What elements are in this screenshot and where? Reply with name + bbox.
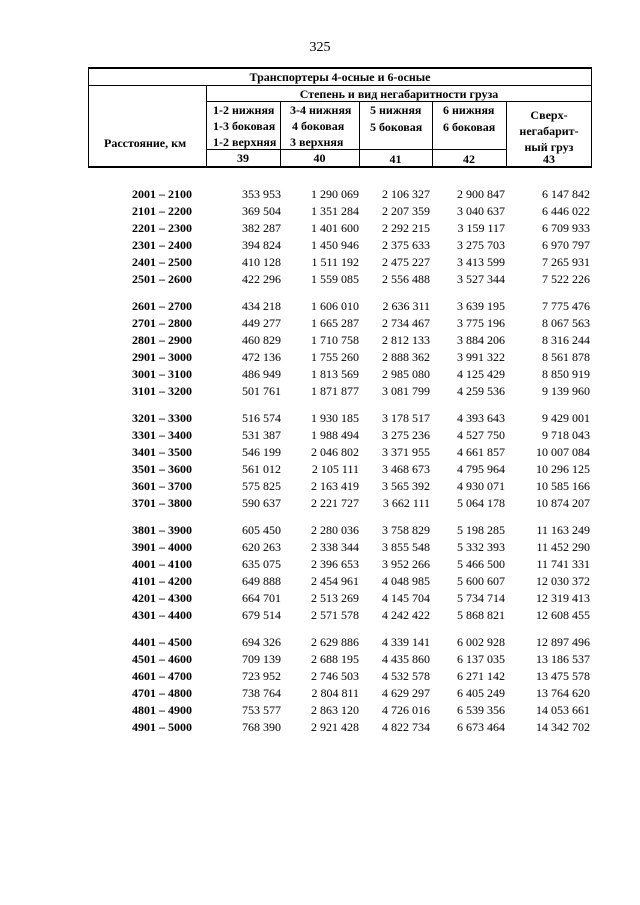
col39-cell: 664 701 [242, 591, 281, 605]
col41-cell: 3 662 111 [382, 496, 430, 510]
col-number-40: 40 [313, 151, 326, 165]
col43-cell: 10 874 207 [536, 496, 590, 510]
col42-cell: 6 002 928 [457, 635, 505, 649]
col42-cell: 6 137 035 [457, 652, 505, 666]
col41-cell: 3 758 829 [382, 523, 430, 537]
distance-cell: 4101 – 4200 [132, 574, 192, 588]
col40-cell: 2 454 961 [311, 574, 359, 588]
table-row [0, 366, 640, 383]
table-row [0, 590, 640, 607]
col43-cell: 7 265 931 [542, 255, 590, 269]
col40-cell: 1 401 600 [311, 221, 359, 235]
col41-cell: 2 985 080 [382, 367, 430, 381]
distance-cell: 4701 – 4800 [132, 686, 192, 700]
col43-cell: 11 452 290 [536, 540, 590, 554]
col40-cell: 1 450 946 [311, 238, 359, 252]
col42-cell: 4 259 536 [457, 384, 505, 398]
distance-cell: 4001 – 4100 [132, 557, 192, 571]
col41-cell: 4 145 704 [382, 591, 430, 605]
col40-cell: 2 221 727 [311, 496, 359, 510]
col41-line2: 5 боковая [370, 120, 423, 134]
col39-cell: 575 825 [242, 479, 281, 493]
col42-cell: 3 040 637 [457, 204, 505, 218]
col39-line3: 1-2 верхняя [213, 135, 277, 149]
table-row [0, 668, 640, 685]
col42-cell: 3 639 195 [457, 299, 505, 313]
distance-cell: 3401 – 3500 [132, 445, 192, 459]
table-row [0, 702, 640, 719]
col39-cell: 353 953 [242, 187, 281, 201]
col39-cell: 738 764 [242, 686, 281, 700]
col43-cell: 13 475 578 [536, 669, 590, 683]
col42-cell: 4 795 964 [457, 462, 505, 476]
col40-cell: 2 513 269 [311, 591, 359, 605]
col40-cell: 2 396 653 [311, 557, 359, 571]
col42-cell: 3 527 344 [457, 272, 505, 286]
col40-cell: 2 804 811 [311, 686, 359, 700]
col43-cell: 6 709 933 [542, 221, 590, 235]
col39-cell: 620 263 [242, 540, 281, 554]
col42-cell: 4 661 857 [457, 445, 505, 459]
col39-cell: 590 637 [242, 496, 281, 510]
col43-cell: 11 741 331 [536, 557, 590, 571]
table-row [0, 298, 640, 315]
col41-cell: 2 812 133 [382, 333, 430, 347]
col41-cell: 2 292 215 [382, 221, 430, 235]
col41-cell: 4 242 422 [382, 608, 430, 622]
col42-line1: 6 нижняя [443, 103, 495, 117]
col43-line1: Сверх- [530, 108, 568, 122]
distance-cell: 2501 – 2600 [132, 272, 192, 286]
col43-cell: 9 718 043 [542, 428, 590, 442]
table-row [0, 237, 640, 254]
col39-cell: 649 888 [242, 574, 281, 588]
col40-cell: 1 988 494 [311, 428, 359, 442]
col39-cell: 434 218 [242, 299, 281, 313]
distance-label: Расстояние, км [104, 136, 187, 150]
col39-cell: 501 761 [242, 384, 281, 398]
col42-cell: 3 884 206 [457, 333, 505, 347]
rule-title [88, 85, 592, 86]
col41-cell: 3 081 799 [382, 384, 430, 398]
col39-cell: 422 296 [242, 272, 281, 286]
row-group [0, 298, 640, 400]
distance-cell: 2001 – 2100 [132, 187, 192, 201]
col42-cell: 3 275 703 [457, 238, 505, 252]
col43-cell: 12 897 496 [536, 635, 590, 649]
col41-cell: 4 532 578 [382, 669, 430, 683]
table-row [0, 461, 640, 478]
row-group [0, 634, 640, 736]
rule-subtitle [206, 101, 592, 102]
col40-cell: 1 606 010 [311, 299, 359, 313]
table-row [0, 444, 640, 461]
col39-cell: 486 949 [242, 367, 281, 381]
table-row [0, 651, 640, 668]
col39-cell: 369 504 [242, 204, 281, 218]
col43-cell: 12 608 455 [536, 608, 590, 622]
col40-cell: 1 511 192 [311, 255, 359, 269]
col42-cell: 6 405 249 [457, 686, 505, 700]
distance-cell: 3901 – 4000 [132, 540, 192, 554]
col39-cell: 709 139 [242, 652, 281, 666]
col42-cell: 6 673 464 [457, 720, 505, 734]
col42-line2: 6 боковая [443, 120, 496, 134]
col42-cell: 4 125 429 [457, 367, 505, 381]
table-row [0, 685, 640, 702]
col40-cell: 1 871 877 [311, 384, 359, 398]
col43-cell: 9 139 960 [542, 384, 590, 398]
col43-cell: 14 053 661 [536, 703, 590, 717]
table-row [0, 332, 640, 349]
table-row [0, 539, 640, 556]
col39-cell: 768 390 [242, 720, 281, 734]
col40-cell: 2 629 886 [311, 635, 359, 649]
table-row [0, 607, 640, 624]
col40-cell: 2 163 419 [311, 479, 359, 493]
distance-cell: 3201 – 3300 [132, 411, 192, 425]
col40-cell: 2 338 344 [311, 540, 359, 554]
col43-cell: 10 585 166 [536, 479, 590, 493]
col43-line2: негабарит- [519, 124, 579, 138]
col41-cell: 4 048 985 [382, 574, 430, 588]
col43-cell: 7 775 476 [542, 299, 590, 313]
col43-cell: 10 296 125 [536, 462, 590, 476]
col43-cell: 10 007 084 [536, 445, 590, 459]
distance-cell: 4501 – 4600 [132, 652, 192, 666]
col43-cell: 9 429 001 [542, 411, 590, 425]
distance-cell: 4901 – 5000 [132, 720, 192, 734]
col41-cell: 3 178 517 [382, 411, 430, 425]
distance-cell: 2601 – 2700 [132, 299, 192, 313]
table-title: Транспортеры 4-осные и 6-осные [249, 70, 431, 84]
col-number-41: 41 [389, 152, 402, 166]
table-body [0, 186, 640, 746]
table-row [0, 271, 640, 288]
col39-cell: 546 199 [242, 445, 281, 459]
col43-cell: 7 522 226 [542, 272, 590, 286]
col43-cell: 8 561 878 [542, 350, 590, 364]
col41-cell: 3 275 236 [382, 428, 430, 442]
row-group [0, 522, 640, 624]
col42-cell: 5 332 393 [457, 540, 505, 554]
col42-cell: 5 868 821 [457, 608, 505, 622]
col39-cell: 449 277 [242, 316, 281, 330]
col39-cell: 516 574 [242, 411, 281, 425]
distance-cell: 4201 – 4300 [132, 591, 192, 605]
col43-cell: 11 163 249 [536, 523, 590, 537]
col40-line2: 4 боковая [292, 119, 345, 133]
col42-cell: 3 775 196 [457, 316, 505, 330]
col40-cell: 2 921 428 [311, 720, 359, 734]
col40-cell: 2 280 036 [311, 523, 359, 537]
col43-line3: ный груз [524, 140, 574, 154]
distance-cell: 3001 – 3100 [132, 367, 192, 381]
table-row [0, 495, 640, 512]
col40-cell: 1 665 287 [311, 316, 359, 330]
table-row [0, 573, 640, 590]
distance-cell: 2201 – 2300 [132, 221, 192, 235]
col39-cell: 605 450 [242, 523, 281, 537]
col43-cell: 6 446 022 [542, 204, 590, 218]
col39-cell: 472 136 [242, 350, 281, 364]
col40-cell: 2 571 578 [311, 608, 359, 622]
col42-cell: 5 466 500 [457, 557, 505, 571]
col42-cell: 3 159 117 [457, 221, 505, 235]
col41-cell: 4 435 860 [382, 652, 430, 666]
table-subtitle: Степень и вид негабаритности груза [299, 87, 499, 101]
table-row [0, 383, 640, 400]
col39-line1: 1-2 нижняя [213, 103, 275, 117]
table-row [0, 427, 640, 444]
col-number-43: 43 [543, 152, 555, 166]
distance-cell: 2101 – 2200 [132, 204, 192, 218]
col39-line2: 1-3 боковая [213, 119, 276, 133]
col40-cell: 1 710 758 [311, 333, 359, 347]
col43-cell: 12 030 372 [536, 574, 590, 588]
page-number: 325 [309, 40, 331, 55]
distance-cell: 3701 – 3800 [132, 496, 192, 510]
col43-cell: 14 342 702 [536, 720, 590, 734]
col39-cell: 531 387 [242, 428, 281, 442]
col40-cell: 1 290 069 [311, 187, 359, 201]
col42-cell: 5 064 178 [457, 496, 505, 510]
table-row [0, 349, 640, 366]
table-row [0, 556, 640, 573]
row-group [0, 410, 640, 512]
col40-cell: 2 105 111 [311, 462, 359, 476]
distance-cell: 4301 – 4400 [132, 608, 192, 622]
col42-cell: 4 393 643 [457, 411, 505, 425]
col40-cell: 2 746 503 [311, 669, 359, 683]
rule-top [88, 67, 592, 69]
col43-cell: 13 186 537 [536, 652, 590, 666]
col41-cell: 4 726 016 [382, 703, 430, 717]
col43-cell: 6 147 842 [542, 187, 590, 201]
distance-cell: 2901 – 3000 [132, 350, 192, 364]
table-row [0, 410, 640, 427]
col41-cell: 3 565 392 [382, 479, 430, 493]
col42-cell: 6 539 356 [457, 703, 505, 717]
col42-cell: 5 198 285 [457, 523, 505, 537]
rule-bottom [88, 166, 592, 168]
col41-cell: 3 468 673 [382, 462, 430, 476]
col42-cell: 2 900 847 [457, 187, 505, 201]
table-row [0, 254, 640, 271]
col39-cell: 694 326 [242, 635, 281, 649]
col43-cell: 8 067 563 [542, 316, 590, 330]
col42-cell: 6 271 142 [457, 669, 505, 683]
col39-cell: 561 012 [242, 462, 281, 476]
col40-cell: 1 559 085 [311, 272, 359, 286]
distance-cell: 2301 – 2400 [132, 238, 192, 252]
col41-cell: 2 207 359 [382, 204, 430, 218]
col42-cell: 3 413 599 [457, 255, 505, 269]
col39-cell: 753 577 [242, 703, 281, 717]
table-row [0, 203, 640, 220]
col40-cell: 2 046 802 [311, 445, 359, 459]
col41-cell: 2 475 227 [382, 255, 430, 269]
table-row [0, 522, 640, 539]
distance-cell: 3301 – 3400 [132, 428, 192, 442]
col39-cell: 410 128 [242, 255, 281, 269]
col43-cell: 8 850 919 [542, 367, 590, 381]
col39-cell: 723 952 [242, 669, 281, 683]
col40-cell: 1 813 569 [311, 367, 359, 381]
col41-cell: 4 822 734 [382, 720, 430, 734]
col42-cell: 4 527 750 [457, 428, 505, 442]
table-row [0, 719, 640, 736]
col39-cell: 635 075 [242, 557, 281, 571]
col41-cell: 2 375 633 [382, 238, 430, 252]
table-row [0, 220, 640, 237]
col43-cell: 6 970 797 [542, 238, 590, 252]
col39-cell: 460 829 [242, 333, 281, 347]
col40-cell: 1 930 185 [311, 411, 359, 425]
distance-cell: 4401 – 4500 [132, 635, 192, 649]
col43-cell: 13 764 620 [536, 686, 590, 700]
distance-cell: 3801 – 3900 [132, 523, 192, 537]
distance-cell: 2801 – 2900 [132, 333, 192, 347]
distance-cell: 3101 – 3200 [132, 384, 192, 398]
col42-cell: 5 600 607 [457, 574, 505, 588]
col40-line3: 3 верхняя [290, 135, 344, 149]
col39-cell: 382 287 [242, 221, 281, 235]
distance-cell: 4801 – 4900 [132, 703, 192, 717]
row-group [0, 186, 640, 288]
distance-cell: 2401 – 2500 [132, 255, 192, 269]
distance-cell: 3601 – 3700 [132, 479, 192, 493]
col41-cell: 2 734 467 [382, 316, 430, 330]
col42-cell: 3 991 322 [457, 350, 505, 364]
col41-cell: 2 888 362 [382, 350, 430, 364]
table-row [0, 634, 640, 651]
col-number-39: 39 [237, 151, 249, 165]
col40-cell: 2 863 120 [311, 703, 359, 717]
col41-cell: 3 855 548 [382, 540, 430, 554]
col-number-42: 42 [463, 152, 475, 166]
col41-cell: 4 629 297 [382, 686, 430, 700]
table-row [0, 478, 640, 495]
col43-cell: 8 316 244 [542, 333, 590, 347]
col40-cell: 1 755 260 [311, 350, 359, 364]
table-row [0, 315, 640, 332]
col41-cell: 4 339 141 [382, 635, 430, 649]
col40-cell: 1 351 284 [311, 204, 359, 218]
col40-line1: 3-4 нижняя [290, 103, 352, 117]
col42-cell: 5 734 714 [457, 591, 505, 605]
distance-cell: 4601 – 4700 [132, 669, 192, 683]
col41-cell: 3 371 955 [382, 445, 430, 459]
col39-cell: 394 824 [242, 238, 281, 252]
rule-col-numbers [206, 149, 506, 150]
col42-cell: 4 930 071 [457, 479, 505, 493]
col41-cell: 3 952 266 [382, 557, 430, 571]
col41-cell: 2 106 327 [382, 187, 430, 201]
distance-cell: 3501 – 3600 [132, 462, 192, 476]
col40-cell: 2 688 195 [311, 652, 359, 666]
col39-cell: 679 514 [242, 608, 281, 622]
col41-cell: 2 556 488 [382, 272, 430, 286]
col43-cell: 12 319 413 [536, 591, 590, 605]
col41-cell: 2 636 311 [382, 299, 430, 313]
col41-line1: 5 нижняя [370, 103, 422, 117]
distance-cell: 2701 – 2800 [132, 316, 192, 330]
table-row [0, 186, 640, 203]
